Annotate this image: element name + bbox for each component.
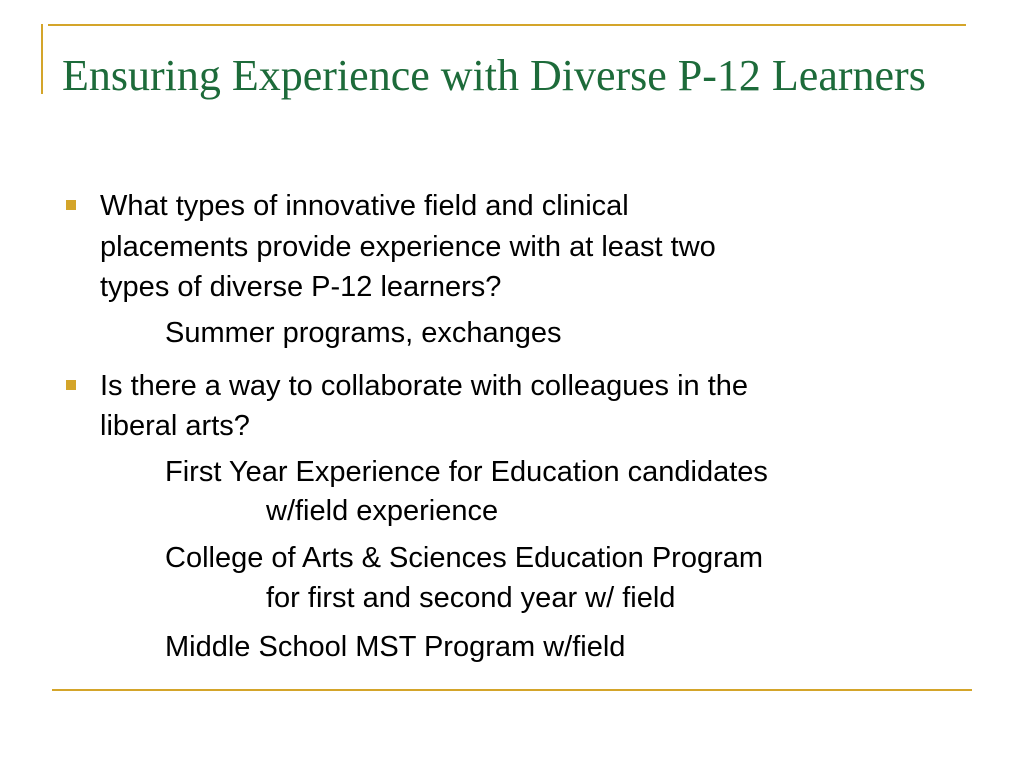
slide-title: Ensuring Experience with Diverse P-12 Learners	[62, 51, 926, 100]
sub-item: Summer programs, exchanges	[165, 317, 562, 349]
sub-item: First Year Experience for Education candidates	[165, 456, 768, 488]
bullet-text-line: types of diverse P-12 learners?	[100, 271, 502, 303]
sub-item-continuation: w/field experience	[266, 495, 499, 527]
sub-item: Middle School MST Program w/field	[165, 631, 626, 663]
bullet-text-line: placements provide experience with at least two	[100, 231, 716, 263]
bullet-marker	[66, 200, 76, 210]
sub-item: College of Arts & Sciences Education Program	[165, 542, 764, 574]
bullet-marker	[66, 380, 76, 390]
left-rule	[41, 24, 43, 94]
sub-item-continuation: for first and second year w/ field	[266, 582, 676, 614]
bullet-text-line: What types of innovative field and clinical	[100, 190, 629, 222]
bottom-rule	[52, 689, 972, 691]
bullet-text-line: Is there a way to collaborate with colleagues in the	[100, 370, 749, 402]
top-rule	[48, 24, 966, 26]
bullet-text-line: liberal arts?	[100, 410, 250, 442]
